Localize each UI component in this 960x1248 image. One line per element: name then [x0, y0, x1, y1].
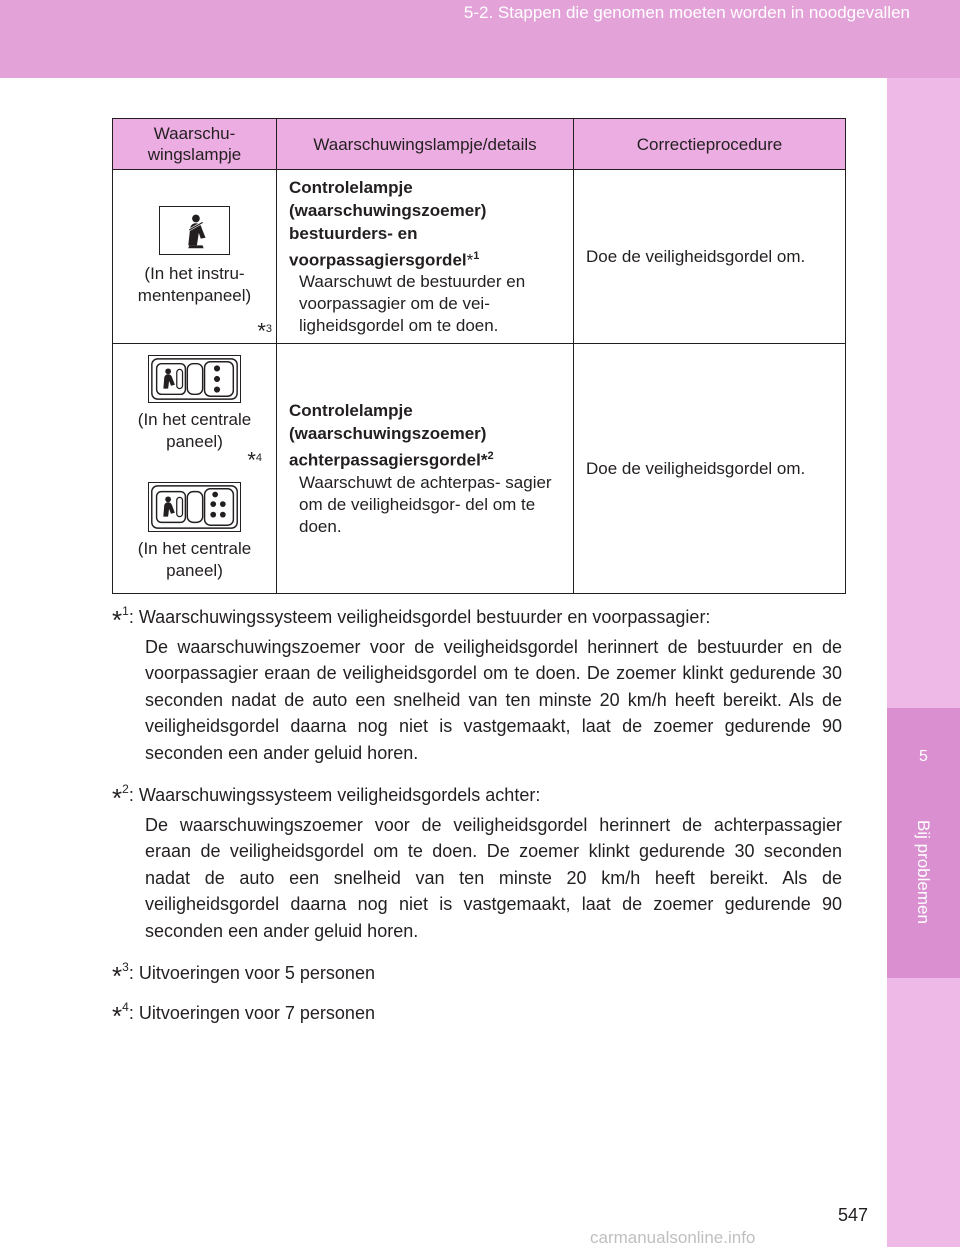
footnotes: [112, 598, 842, 1039]
warning-table: [112, 118, 846, 594]
lamp-cell: [113, 170, 277, 344]
procedure-cell: Doe de veiligheidsgordel om.: [574, 344, 846, 594]
chapter-number: 5: [919, 748, 928, 765]
chapter-label: Bij problemen: [914, 820, 933, 924]
page-header: [0, 0, 960, 78]
column-header-details: Waarschuwingslampje/details: [277, 119, 574, 170]
rear-seatbelt-7-seat-icon: [148, 482, 241, 532]
footnote-mark: 2: [122, 782, 129, 796]
header-title: 5-2. Stappen die genomen moeten worden in noodgevallen: [463, 3, 910, 22]
lamp-cell: [113, 344, 277, 594]
footnote: *$^1$: Waarschuwingssysteem veiligheidsgordel bestuurder en voorpassagier: De waarschuwingszoemer voor de veiligheidsgordel herinnert de bestuurder en de voorpassagier eraan de veiligheidsgordel om te doen. De zoemer klinkt gedurende 30 seconden nadat de auto een snelheid van ten minste 20 km/h heeft bereikt. Als de veiligheidsgordel daarna nog niet is vastgemaakt, laat de zoemer gedurende 90 seconden een ander geluid horen.: [112, 598, 842, 766]
lamp-location: (In het centrale paneel): [137, 538, 252, 580]
page-number: 547: [838, 1205, 869, 1225]
table-row: [113, 170, 846, 344]
seatbelt-warning-icon: [159, 206, 230, 255]
procedure-cell: Doe de veiligheidsgordel om.: [574, 170, 846, 344]
table-row: [113, 344, 846, 594]
footnote-heading: : Waarschuwingssysteem veiligheidsgordels achter:: [128, 785, 541, 805]
details-cell: [277, 170, 574, 344]
footnote-mark: 3: [122, 960, 129, 974]
variant-mark: *$^3$: [257, 319, 272, 344]
lamp-description: Waarschuwt de bestuurder en voorpassagier om de vei- ligheidsgordel om te doen.: [299, 272, 526, 336]
footnote-mark: 4: [122, 999, 129, 1014]
column-header-lamp: Waarschu- wingslampje: [113, 119, 277, 170]
footnote-heading: : Uitvoeringen voor 5 personen: [128, 963, 375, 983]
footnote: *$^3$: Uitvoeringen voor 5 personen: [112, 960, 375, 991]
rear-seatbelt-5-seat-icon: [148, 355, 241, 403]
table-header-row: [113, 119, 846, 170]
details-cell: [277, 344, 574, 594]
footnote: *$^2$: Waarschuwingssysteem veiligheidsgordels achter: De waarschuwingszoemer voor de veiligheidsgordel herinnert de achterpassagier eraan de veiligheidsgordel om te doen. De zoemer klinkt gedurende 30 seconden nadat de auto een snelheid van ten minste 20 km/h heeft bereikt. Als de veiligheidsgordel daarna nog niet is vastgemaakt, laat de zoemer gedurende 90 seconden een ander geluid horen.: [112, 776, 842, 944]
footnote-heading: : Uitvoeringen voor 7 personen: [128, 1002, 375, 1023]
footnote-mark: 1: [122, 604, 129, 618]
footnote-body: De waarschuwingszoemer voor de veiligheidsgordel herinnert de bestuurder en de voorpassagier eraan de veiligheidsgordel om te doen. De zoemer klinkt gedurende 30 seconden nadat de auto een snelheid van ten minste 20 km/h heeft bereikt. Als de veiligheidsgordel daarna nog niet is vastgemaakt, laat de zoemer gedurende 90 seconden een ander geluid horen.: [145, 636, 842, 763]
lamp-location: (In het instru- mentenpaneel): [137, 264, 252, 305]
lamp-title: Controlelampje (waarschuwingszoemer) bestuurders- en voorpassagiersgordel*$^1$: [289, 177, 487, 270]
column-header-procedure: Correctieprocedure: [574, 119, 846, 170]
variant-mark: *$^4$: [247, 447, 262, 473]
sidebar-tab-top: [887, 78, 960, 708]
sidebar-tab-bottom: [887, 978, 960, 1247]
lamp-description: Waarschuwt de achterpas- sagier om de veiligheidsgor- del om te doen.: [299, 472, 552, 536]
lamp-location: (In het centrale paneel): [137, 410, 252, 452]
footnote-body: De waarschuwingszoemer voor de veiligheidsgordel herinnert de achterpassagier eraan de veiligheidsgordel om te doen. De zoemer klinkt gedurende 30 seconden nadat de auto een snelheid van ten minste 20 km/h heeft bereikt. Als de veiligheidsgordel daarna nog niet is vastgemaakt, laat de zoemer gedurende 90 seconden een ander geluid horen.: [145, 814, 842, 941]
footnote: *$^4$: Uitvoeringen voor 7 personen: [112, 999, 375, 1031]
watermark: carmanualsonline.info: [590, 1228, 756, 1247]
lamp-title: Controlelampje (waarschuwingszoemer) achterpassagiersgordel*$^2$: [289, 401, 494, 470]
footnote-heading: : Waarschuwingssysteem veiligheidsgordel bestuurder en voorpassagier:: [128, 607, 711, 627]
